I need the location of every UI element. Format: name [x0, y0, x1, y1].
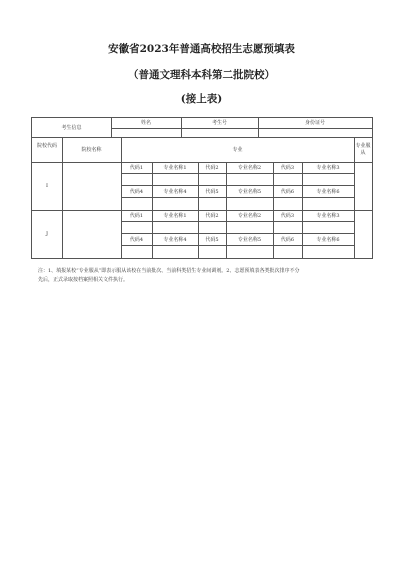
id-number-label: 身份证号	[304, 120, 325, 126]
major-name: 专业名称3	[316, 165, 340, 171]
form-title: 安徽省2023年普通高校招生志愿预填表	[108, 43, 295, 55]
major-name: 专业名称2	[237, 165, 262, 171]
student-info-label: 考生信息	[61, 125, 82, 131]
major-code: 代码2	[205, 213, 219, 219]
major-name: 专业名称2	[237, 213, 262, 219]
school-code-label: 院校代码	[36, 143, 57, 149]
major-name: 专业名称6	[316, 189, 340, 195]
major-name: 专业名称5	[237, 237, 262, 243]
major-code: 代码4	[129, 189, 144, 195]
major-name: 专业名称3	[316, 213, 340, 219]
footnote-line-1: 注：1、填报某校“专业服从”即表示服从该校在当前批次、当前科类招生专业间调剂。2、志愿预填表各类批次排序不分	[38, 268, 300, 274]
footnote	[38, 267, 373, 285]
major-code: 代码4	[129, 237, 144, 243]
school-name-label: 院校名称	[81, 147, 102, 153]
group-label-i: I	[46, 183, 48, 189]
major-name: 专业名称4	[163, 237, 187, 243]
name-label: 姓名	[140, 120, 151, 126]
continuation-note: (接上表)	[180, 93, 223, 105]
major-code: 代码2	[205, 165, 219, 171]
form-subtitle: （普通文理科本科第二批院校）	[128, 69, 275, 81]
major-code: 代码1	[129, 165, 144, 171]
major-name: 专业名称6	[316, 237, 340, 243]
major-code: 代码3	[280, 165, 295, 171]
major-code: 代码5	[205, 237, 219, 243]
exam-number-label: 考生号	[211, 120, 227, 126]
major-label: 专业	[232, 147, 243, 153]
major-name: 专业名称1	[163, 165, 187, 171]
application-form-table	[31, 117, 373, 259]
major-code: 代码1	[129, 213, 144, 219]
footnote-line-2: 先后，正式录取按档案照相关文件执行。	[38, 277, 129, 283]
major-name: 专业名称4	[163, 189, 187, 195]
major-code: 代码6	[280, 237, 295, 243]
group-label-j: J	[45, 231, 48, 237]
major-code: 代码3	[280, 213, 295, 219]
major-code: 代码6	[280, 189, 295, 195]
major-name: 专业名称1	[163, 213, 187, 219]
major-name: 专业名称5	[237, 189, 262, 195]
major-code: 代码5	[205, 189, 219, 195]
major-adjust-label: 专业服从	[355, 143, 371, 156]
